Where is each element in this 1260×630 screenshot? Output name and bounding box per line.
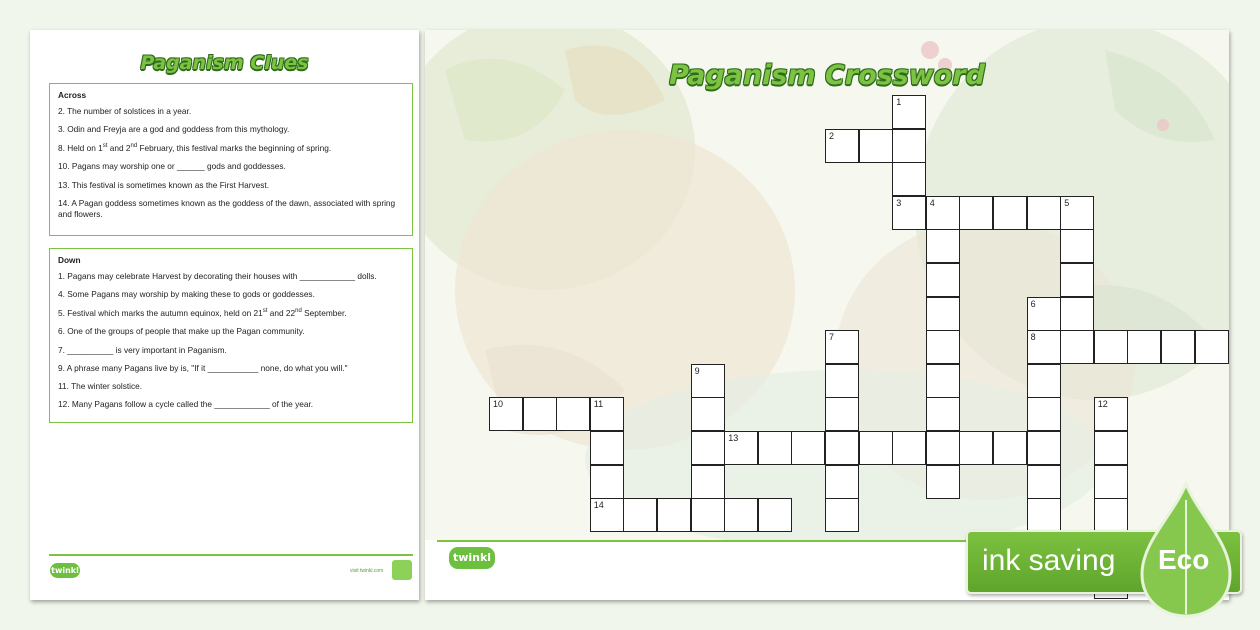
crossword-cell[interactable] bbox=[556, 397, 590, 431]
crossword-cell-1[interactable] bbox=[892, 95, 926, 129]
crossword-cell[interactable] bbox=[758, 498, 792, 532]
clues-title: Paganism Clues bbox=[140, 52, 309, 74]
crossword-cell-11[interactable] bbox=[590, 397, 624, 431]
crossword-cell[interactable] bbox=[1027, 498, 1061, 532]
clue-number: 1 bbox=[896, 97, 902, 107]
clue-across-2: 2. The number of solstices in a year. bbox=[58, 106, 192, 116]
clue-across-14: 14. A Pagan goddess sometimes known as the goddess of the dawn, associated with spring and flowers. bbox=[58, 197, 396, 219]
clue-down-11: 11. The winter solstice. bbox=[58, 380, 143, 391]
crossword-cell[interactable] bbox=[1060, 229, 1094, 263]
crossword-title: Paganism Crossword bbox=[669, 60, 985, 91]
crossword-cell[interactable] bbox=[1195, 330, 1229, 364]
crossword-cell-7[interactable] bbox=[825, 330, 859, 364]
down-clues-box bbox=[49, 248, 413, 423]
crossword-cell-3[interactable] bbox=[892, 196, 926, 230]
crossword-cell[interactable] bbox=[926, 397, 960, 431]
crossword-cell[interactable] bbox=[926, 330, 960, 364]
crossword-cell[interactable] bbox=[590, 431, 624, 465]
clues-footer-line bbox=[49, 554, 413, 556]
crossword-cell[interactable] bbox=[691, 397, 725, 431]
crossword-cell[interactable] bbox=[926, 297, 960, 331]
crossword-cell[interactable] bbox=[859, 129, 893, 163]
clue-number: 2 bbox=[829, 130, 835, 141]
crossword-cell[interactable] bbox=[825, 498, 859, 532]
crossword-cell-2[interactable] bbox=[825, 129, 859, 163]
crossword-cell[interactable] bbox=[926, 263, 960, 297]
crossword-cell-14[interactable] bbox=[590, 498, 624, 532]
ink-saving-label: ink saving bbox=[982, 544, 1116, 577]
clue-across-3: 3. Odin and Freyja are a god and goddess from this mythology. bbox=[58, 124, 290, 135]
clue-number: 3 bbox=[896, 197, 902, 208]
crossword-cell[interactable] bbox=[590, 465, 624, 499]
crossword-cell[interactable] bbox=[1094, 431, 1128, 465]
clue-number: 14 bbox=[593, 500, 604, 511]
crossword-cell[interactable] bbox=[926, 364, 960, 398]
crossword-cell[interactable] bbox=[1027, 431, 1061, 465]
down-heading: Down bbox=[58, 255, 81, 265]
quality-badge-icon bbox=[392, 560, 412, 580]
clue-down-6: 6. One of the groups of people that make up the Pagan community. bbox=[58, 326, 305, 337]
clue-down-9: 9. A phrase many Pagans live by is, "If it ___________ none, do what you will." bbox=[58, 362, 348, 373]
crossword-cell[interactable] bbox=[1094, 330, 1128, 364]
crossword-cell[interactable] bbox=[1027, 397, 1061, 431]
clue-number: 9 bbox=[694, 365, 700, 376]
clue-across-8: 8. Held on 1st and 2nd February, this festival marks the beginning of spring. bbox=[58, 143, 332, 154]
crossword-cell[interactable] bbox=[691, 498, 725, 532]
crossword-cell[interactable] bbox=[691, 465, 725, 499]
crossword-cell-9[interactable] bbox=[691, 364, 725, 398]
twinkl-logo: twinkl bbox=[50, 563, 80, 578]
clue-down-5: 5. Festival which marks the autumn equinox, held on 21st and 22nd September. bbox=[58, 308, 347, 319]
clue-down-1: 1. Pagans may celebrate Harvest by decorating their houses with ____________ dolls. bbox=[58, 271, 377, 281]
crossword-page bbox=[425, 30, 1229, 600]
clue-number: 13 bbox=[728, 433, 739, 443]
crossword-cell-12[interactable] bbox=[1094, 397, 1128, 431]
crossword-cell[interactable] bbox=[959, 196, 993, 230]
crossword-cell-10[interactable] bbox=[489, 397, 523, 431]
crossword-cell[interactable] bbox=[959, 431, 993, 465]
crossword-cell[interactable] bbox=[926, 229, 960, 263]
crossword-cell[interactable] bbox=[523, 397, 557, 431]
crossword-cell[interactable] bbox=[657, 498, 691, 532]
crossword-cell[interactable] bbox=[825, 465, 859, 499]
crossword-cell[interactable] bbox=[1060, 263, 1094, 297]
crossword-cell[interactable] bbox=[825, 431, 859, 465]
crossword-cell[interactable] bbox=[1094, 465, 1128, 499]
crossword-cell[interactable] bbox=[1027, 196, 1061, 230]
crossword-cell[interactable] bbox=[825, 364, 859, 398]
crossword-cell[interactable] bbox=[926, 431, 960, 465]
eco-badge-label: Eco bbox=[1158, 544, 1210, 575]
crossword-cell[interactable] bbox=[892, 162, 926, 196]
clue-number: 11 bbox=[593, 399, 604, 410]
clue-number: 12 bbox=[1097, 399, 1108, 410]
clue-number: 5 bbox=[1064, 197, 1070, 208]
crossword-cell[interactable] bbox=[993, 431, 1027, 465]
clue-across-10: 10. Pagans may worship one or ______ gods and goddesses. bbox=[58, 161, 286, 172]
crossword-cell-5[interactable] bbox=[1060, 196, 1094, 230]
crossword-cell[interactable] bbox=[1027, 465, 1061, 499]
crossword-cell[interactable] bbox=[892, 129, 926, 163]
twinkl-logo: twinkl bbox=[449, 547, 495, 569]
crossword-cell[interactable] bbox=[993, 196, 1027, 230]
crossword-cell[interactable] bbox=[892, 431, 926, 465]
crossword-cell[interactable] bbox=[691, 431, 725, 465]
visit-link[interactable]: visit twinkl.com bbox=[350, 568, 384, 574]
crossword-cell[interactable] bbox=[1027, 364, 1061, 398]
across-clues-box bbox=[49, 83, 413, 236]
crossword-cell[interactable] bbox=[1060, 297, 1094, 331]
crossword-cell[interactable] bbox=[1060, 330, 1094, 364]
clue-down-7: 7. __________ is very important in Paganism. bbox=[58, 344, 227, 355]
clue-down-4: 4. Some Pagans may worship by making these to gods or goddesses. bbox=[58, 289, 315, 300]
crossword-cell-8[interactable] bbox=[1027, 330, 1061, 364]
crossword-cell[interactable] bbox=[791, 431, 825, 465]
clue-number: 7 bbox=[829, 332, 835, 343]
crossword-cell[interactable] bbox=[1161, 330, 1195, 364]
clue-number: 6 bbox=[1030, 298, 1036, 309]
crossword-cell[interactable] bbox=[1094, 498, 1128, 532]
crossword-cell-4[interactable] bbox=[926, 196, 960, 230]
clues-page bbox=[30, 30, 419, 600]
clue-number: 8 bbox=[1030, 332, 1036, 343]
crossword-cell-13[interactable] bbox=[724, 431, 758, 465]
clue-across-13: 13. This festival is sometimes known as the First Harvest. bbox=[58, 179, 270, 190]
clue-number: 10 bbox=[493, 399, 504, 410]
clue-number: 4 bbox=[929, 197, 935, 208]
crossword-cell[interactable] bbox=[1127, 330, 1161, 364]
crossword-cell[interactable] bbox=[623, 498, 657, 532]
crossword-cell[interactable] bbox=[724, 498, 758, 532]
crossword-cell[interactable] bbox=[825, 397, 859, 431]
crossword-cell[interactable] bbox=[758, 431, 792, 465]
clue-down-12: 12. Many Pagans follow a cycle called the ____________ of the year. bbox=[58, 399, 314, 410]
crossword-cell[interactable] bbox=[859, 431, 893, 465]
crossword-cell[interactable] bbox=[926, 465, 960, 499]
across-heading: Across bbox=[58, 90, 87, 100]
crossword-cell-6[interactable] bbox=[1027, 297, 1061, 331]
